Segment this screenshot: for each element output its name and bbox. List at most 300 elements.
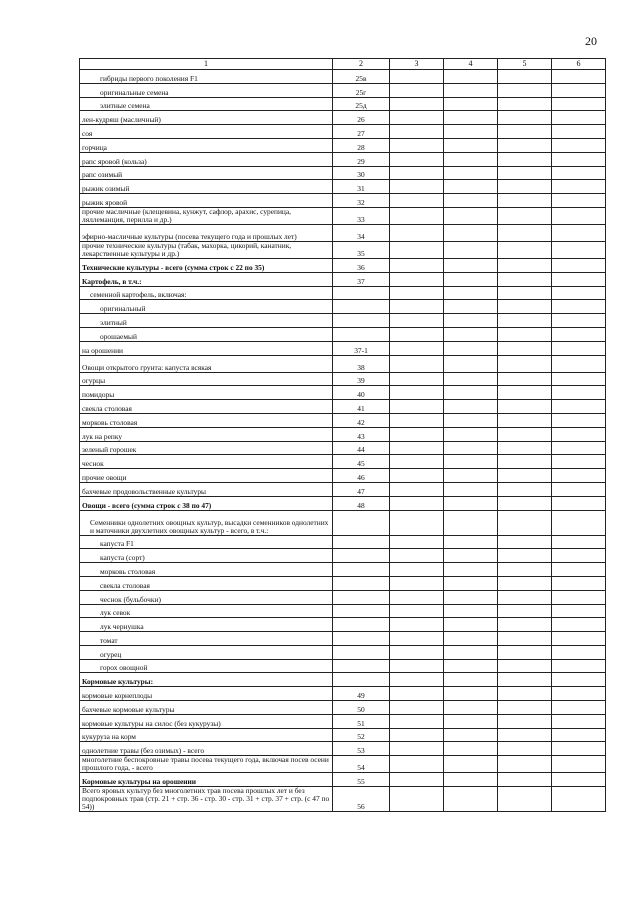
data-cell-col-4[interactable] (444, 286, 498, 300)
data-cell-col-6[interactable] (552, 327, 606, 341)
data-cell-col-5[interactable] (498, 97, 552, 111)
data-cell-col-6[interactable] (552, 482, 606, 496)
data-cell-col-3[interactable] (390, 510, 444, 535)
data-cell-col-6[interactable] (552, 673, 606, 687)
row-code: 48 (333, 496, 390, 510)
data-cell-col-6[interactable] (552, 604, 606, 618)
data-cell-col-3[interactable] (390, 314, 444, 328)
data-cell-col-4[interactable] (444, 138, 498, 152)
row-label: горчица (80, 138, 333, 152)
data-cell-col-3[interactable] (390, 701, 444, 715)
data-cell-col-4[interactable] (444, 224, 498, 241)
data-cell-col-3[interactable] (390, 563, 444, 577)
data-cell-col-3[interactable] (390, 632, 444, 646)
table-row (80, 300, 606, 314)
data-cell-col-5[interactable] (498, 258, 552, 272)
column-header-5: 5 (498, 59, 552, 70)
data-cell-col-5[interactable] (498, 756, 552, 773)
row-label: кормовые культуры на силос (без кукурузы) (80, 714, 333, 728)
data-cell-col-3[interactable] (390, 687, 444, 701)
row-code (333, 327, 390, 341)
table-row (80, 180, 606, 194)
data-cell-col-4[interactable] (444, 576, 498, 590)
data-cell-col-4[interactable] (444, 413, 498, 427)
data-cell-col-5[interactable] (498, 427, 552, 441)
data-cell-col-4[interactable] (444, 97, 498, 111)
table-row (80, 773, 606, 787)
data-cell-col-6[interactable] (552, 314, 606, 328)
row-label: оригинальные семена (80, 83, 333, 97)
row-code: 36 (333, 258, 390, 272)
data-cell-col-5[interactable] (498, 645, 552, 659)
data-cell-col-3[interactable] (390, 207, 444, 224)
data-cell-col-6[interactable] (552, 496, 606, 510)
data-cell-col-3[interactable] (390, 372, 444, 386)
data-cell-col-5[interactable] (498, 314, 552, 328)
data-cell-col-6[interactable] (552, 618, 606, 632)
row-label: кормовые корнеплоды (80, 687, 333, 701)
row-label: прочие овощи (80, 469, 333, 483)
row-code: 56 (333, 787, 390, 812)
data-cell-col-6[interactable] (552, 194, 606, 208)
data-cell-col-3[interactable] (390, 272, 444, 286)
row-code: 51 (333, 714, 390, 728)
data-cell-col-3[interactable] (390, 604, 444, 618)
data-cell-col-3[interactable] (390, 152, 444, 166)
row-label: свекла столовая (80, 576, 333, 590)
data-cell-col-3[interactable] (390, 549, 444, 563)
data-cell-col-5[interactable] (498, 482, 552, 496)
data-cell-col-4[interactable] (444, 673, 498, 687)
data-cell-col-6[interactable] (552, 300, 606, 314)
data-cell-col-6[interactable] (552, 728, 606, 742)
row-code: 53 (333, 742, 390, 756)
data-cell-col-3[interactable] (390, 180, 444, 194)
row-code: 52 (333, 728, 390, 742)
row-code: 49 (333, 687, 390, 701)
row-label: лен-кудряш (масличный) (80, 111, 333, 125)
data-cell-col-5[interactable] (498, 742, 552, 756)
data-cell-col-4[interactable] (444, 563, 498, 577)
data-cell-col-4[interactable] (444, 645, 498, 659)
data-cell-col-5[interactable] (498, 728, 552, 742)
data-cell-col-4[interactable] (444, 441, 498, 455)
table-row (80, 258, 606, 272)
data-cell-col-3[interactable] (390, 659, 444, 673)
data-cell-col-3[interactable] (390, 111, 444, 125)
table-row (80, 152, 606, 166)
data-cell-col-3[interactable] (390, 618, 444, 632)
data-cell-col-5[interactable] (498, 549, 552, 563)
row-label: огурцы (80, 372, 333, 386)
table-row (80, 314, 606, 328)
data-cell-col-5[interactable] (498, 576, 552, 590)
data-cell-col-5[interactable] (498, 714, 552, 728)
data-cell-col-4[interactable] (444, 207, 498, 224)
data-cell-col-6[interactable] (552, 224, 606, 241)
data-cell-col-6[interactable] (552, 97, 606, 111)
data-cell-col-6[interactable] (552, 510, 606, 535)
row-label: рыжик озимый (80, 180, 333, 194)
data-cell-col-4[interactable] (444, 496, 498, 510)
row-code: 35 (333, 241, 390, 258)
data-cell-col-5[interactable] (498, 535, 552, 549)
data-cell-col-3[interactable] (390, 341, 444, 355)
table-row (80, 482, 606, 496)
data-cell-col-5[interactable] (498, 687, 552, 701)
data-cell-col-5[interactable] (498, 441, 552, 455)
row-label: кукуруза на корм (80, 728, 333, 742)
data-cell-col-4[interactable] (444, 604, 498, 618)
data-cell-col-4[interactable] (444, 728, 498, 742)
data-cell-col-4[interactable] (444, 180, 498, 194)
data-cell-col-6[interactable] (552, 632, 606, 646)
data-cell-col-6[interactable] (552, 258, 606, 272)
data-cell-col-4[interactable] (444, 241, 498, 258)
data-cell-col-4[interactable] (444, 714, 498, 728)
data-cell-col-4[interactable] (444, 300, 498, 314)
row-label: рыжик яровой (80, 194, 333, 208)
data-cell-col-6[interactable] (552, 742, 606, 756)
data-cell-col-6[interactable] (552, 372, 606, 386)
row-code: 37-1 (333, 341, 390, 355)
row-code: 30 (333, 166, 390, 180)
row-code: 29 (333, 152, 390, 166)
data-cell-col-3[interactable] (390, 728, 444, 742)
row-label: семенной картофель, включая: (80, 286, 333, 300)
data-cell-col-3[interactable] (390, 482, 444, 496)
data-cell-col-3[interactable] (390, 756, 444, 773)
data-cell-col-6[interactable] (552, 207, 606, 224)
data-cell-col-3[interactable] (390, 400, 444, 414)
page-number: 20 (585, 34, 597, 48)
row-label: многолетние беспокровные травы посева текущего года, включая посев осени прошлого года, - всего (80, 756, 333, 773)
data-cell-col-6[interactable] (552, 714, 606, 728)
data-cell-col-6[interactable] (552, 241, 606, 258)
row-label: чеснок (80, 455, 333, 469)
data-cell-col-4[interactable] (444, 83, 498, 97)
data-cell-col-4[interactable] (444, 632, 498, 646)
data-cell-col-6[interactable] (552, 549, 606, 563)
data-cell-col-3[interactable] (390, 224, 444, 241)
data-cell-col-3[interactable] (390, 742, 444, 756)
row-label: прочие масличные (клещевина, кунжут, сафлор, арахис, сурепица, ляллеманция, перилла и др.) (80, 207, 333, 224)
row-label: бахчевые продовольственные культуры (80, 482, 333, 496)
row-code: 39 (333, 372, 390, 386)
data-cell-col-4[interactable] (444, 549, 498, 563)
data-cell-col-4[interactable] (444, 742, 498, 756)
data-cell-col-4[interactable] (444, 372, 498, 386)
data-cell-col-5[interactable] (498, 207, 552, 224)
data-cell-col-5[interactable] (498, 241, 552, 258)
data-cell-col-5[interactable] (498, 400, 552, 414)
data-cell-col-6[interactable] (552, 787, 606, 812)
table-row (80, 111, 606, 125)
data-cell-col-3[interactable] (390, 455, 444, 469)
table-row (80, 272, 606, 286)
data-cell-col-6[interactable] (552, 83, 606, 97)
row-code: 34 (333, 224, 390, 241)
data-cell-col-4[interactable] (444, 427, 498, 441)
data-cell-col-3[interactable] (390, 194, 444, 208)
data-cell-col-3[interactable] (390, 469, 444, 483)
column-header-1: 1 (80, 59, 333, 70)
column-header-4: 4 (444, 59, 498, 70)
data-cell-col-3[interactable] (390, 97, 444, 111)
data-cell-col-3[interactable] (390, 300, 444, 314)
table-row (80, 604, 606, 618)
data-cell-col-4[interactable] (444, 341, 498, 355)
data-cell-col-3[interactable] (390, 576, 444, 590)
column-header-6: 6 (552, 59, 606, 70)
data-cell-col-5[interactable] (498, 152, 552, 166)
data-cell-col-5[interactable] (498, 455, 552, 469)
data-cell-col-6[interactable] (552, 111, 606, 125)
data-cell-col-3[interactable] (390, 787, 444, 812)
data-cell-col-6[interactable] (552, 455, 606, 469)
data-cell-col-5[interactable] (498, 563, 552, 577)
data-cell-col-4[interactable] (444, 590, 498, 604)
data-cell-col-4[interactable] (444, 773, 498, 787)
row-code (333, 535, 390, 549)
column-number-row (80, 59, 606, 70)
data-cell-col-6[interactable] (552, 441, 606, 455)
data-cell-col-6[interactable] (552, 341, 606, 355)
data-cell-col-5[interactable] (498, 590, 552, 604)
data-cell-col-5[interactable] (498, 83, 552, 97)
data-cell-col-6[interactable] (552, 645, 606, 659)
data-cell-col-6[interactable] (552, 427, 606, 441)
data-cell-col-3[interactable] (390, 535, 444, 549)
data-cell-col-3[interactable] (390, 355, 444, 372)
table-row (80, 659, 606, 673)
data-cell-col-6[interactable] (552, 535, 606, 549)
data-cell-col-4[interactable] (444, 70, 498, 84)
data-cell-col-5[interactable] (498, 787, 552, 812)
data-cell-col-4[interactable] (444, 618, 498, 632)
data-cell-col-6[interactable] (552, 701, 606, 715)
data-cell-col-5[interactable] (498, 386, 552, 400)
data-cell-col-5[interactable] (498, 701, 552, 715)
row-label: рапс яровой (кольза) (80, 152, 333, 166)
table-row (80, 455, 606, 469)
data-cell-col-3[interactable] (390, 386, 444, 400)
data-cell-col-3[interactable] (390, 427, 444, 441)
data-cell-col-3[interactable] (390, 258, 444, 272)
data-cell-col-5[interactable] (498, 773, 552, 787)
data-cell-col-4[interactable] (444, 510, 498, 535)
data-cell-col-5[interactable] (498, 224, 552, 241)
row-label: Кормовые культуры: (80, 673, 333, 687)
data-cell-col-3[interactable] (390, 413, 444, 427)
data-cell-col-5[interactable] (498, 673, 552, 687)
data-cell-col-6[interactable] (552, 286, 606, 300)
data-cell-col-6[interactable] (552, 166, 606, 180)
data-cell-col-6[interactable] (552, 180, 606, 194)
data-cell-col-6[interactable] (552, 138, 606, 152)
data-cell-col-4[interactable] (444, 659, 498, 673)
data-cell-col-6[interactable] (552, 469, 606, 483)
table-row (80, 166, 606, 180)
table-row (80, 701, 606, 715)
data-cell-col-6[interactable] (552, 125, 606, 139)
table-row (80, 97, 606, 111)
data-cell-col-4[interactable] (444, 455, 498, 469)
data-cell-col-3[interactable] (390, 714, 444, 728)
row-label: эфирно-масличные культуры (посева текущего года и прошлых лет) (80, 224, 333, 241)
row-code: 38 (333, 355, 390, 372)
data-cell-col-4[interactable] (444, 327, 498, 341)
data-cell-col-5[interactable] (498, 372, 552, 386)
table-row (80, 590, 606, 604)
data-cell-col-3[interactable] (390, 83, 444, 97)
data-cell-col-4[interactable] (444, 482, 498, 496)
row-label: на орошении (80, 341, 333, 355)
data-cell-col-3[interactable] (390, 125, 444, 139)
table-row (80, 535, 606, 549)
row-code (333, 590, 390, 604)
data-cell-col-4[interactable] (444, 258, 498, 272)
data-cell-col-6[interactable] (552, 386, 606, 400)
data-cell-col-3[interactable] (390, 327, 444, 341)
data-cell-col-6[interactable] (552, 400, 606, 414)
row-code: 43 (333, 427, 390, 441)
data-cell-col-4[interactable] (444, 314, 498, 328)
data-cell-col-4[interactable] (444, 535, 498, 549)
data-cell-col-5[interactable] (498, 469, 552, 483)
data-cell-col-6[interactable] (552, 576, 606, 590)
data-cell-col-5[interactable] (498, 327, 552, 341)
data-cell-col-5[interactable] (498, 125, 552, 139)
data-cell-col-5[interactable] (498, 355, 552, 372)
data-cell-col-4[interactable] (444, 194, 498, 208)
data-cell-col-6[interactable] (552, 152, 606, 166)
data-cell-col-4[interactable] (444, 111, 498, 125)
data-cell-col-4[interactable] (444, 125, 498, 139)
data-cell-col-4[interactable] (444, 386, 498, 400)
data-cell-col-5[interactable] (498, 413, 552, 427)
data-cell-col-6[interactable] (552, 70, 606, 84)
data-cell-col-6[interactable] (552, 590, 606, 604)
data-cell-col-4[interactable] (444, 152, 498, 166)
data-cell-col-3[interactable] (390, 673, 444, 687)
data-cell-col-5[interactable] (498, 659, 552, 673)
data-cell-col-3[interactable] (390, 590, 444, 604)
data-cell-col-5[interactable] (498, 510, 552, 535)
data-cell-col-5[interactable] (498, 138, 552, 152)
data-cell-col-5[interactable] (498, 341, 552, 355)
data-cell-col-4[interactable] (444, 787, 498, 812)
data-cell-col-3[interactable] (390, 241, 444, 258)
table-row (80, 441, 606, 455)
data-cell-col-5[interactable] (498, 272, 552, 286)
data-cell-col-6[interactable] (552, 563, 606, 577)
data-cell-col-5[interactable] (498, 194, 552, 208)
table-row (80, 70, 606, 84)
row-code: 40 (333, 386, 390, 400)
data-cell-col-5[interactable] (498, 180, 552, 194)
data-cell-col-4[interactable] (444, 400, 498, 414)
data-cell-col-5[interactable] (498, 111, 552, 125)
table-row (80, 618, 606, 632)
data-cell-col-4[interactable] (444, 272, 498, 286)
data-cell-col-4[interactable] (444, 355, 498, 372)
table-row (80, 83, 606, 97)
row-label: Овощи открытого грунта: капуста всякая (80, 355, 333, 372)
row-label: помидоры (80, 386, 333, 400)
data-cell-col-4[interactable] (444, 469, 498, 483)
data-cell-col-6[interactable] (552, 687, 606, 701)
data-cell-col-6[interactable] (552, 756, 606, 773)
data-cell-col-3[interactable] (390, 645, 444, 659)
data-cell-col-3[interactable] (390, 441, 444, 455)
row-label: лук чернушка (80, 618, 333, 632)
table-row (80, 728, 606, 742)
data-cell-col-5[interactable] (498, 300, 552, 314)
row-label: огурец (80, 645, 333, 659)
data-cell-col-5[interactable] (498, 286, 552, 300)
row-label: горох овощной (80, 659, 333, 673)
data-cell-col-6[interactable] (552, 659, 606, 673)
row-label: морковь столовая (80, 413, 333, 427)
data-cell-col-4[interactable] (444, 166, 498, 180)
table-row (80, 787, 606, 812)
data-cell-col-4[interactable] (444, 687, 498, 701)
row-label: лук на репку (80, 427, 333, 441)
data-cell-col-5[interactable] (498, 632, 552, 646)
row-code: 50 (333, 701, 390, 715)
row-label: рапс озимый (80, 166, 333, 180)
table-row (80, 400, 606, 414)
table-row (80, 355, 606, 372)
table-row (80, 576, 606, 590)
row-code (333, 659, 390, 673)
data-cell-col-5[interactable] (498, 166, 552, 180)
data-cell-col-6[interactable] (552, 773, 606, 787)
table-row (80, 645, 606, 659)
row-code: 41 (333, 400, 390, 414)
table-row (80, 756, 606, 773)
data-cell-col-3[interactable] (390, 496, 444, 510)
data-cell-col-5[interactable] (498, 496, 552, 510)
data-cell-col-6[interactable] (552, 272, 606, 286)
row-code (333, 645, 390, 659)
data-cell-col-3[interactable] (390, 166, 444, 180)
table-row (80, 714, 606, 728)
data-cell-col-6[interactable] (552, 355, 606, 372)
data-cell-col-5[interactable] (498, 70, 552, 84)
row-code: 54 (333, 756, 390, 773)
table-row (80, 673, 606, 687)
data-cell-col-5[interactable] (498, 618, 552, 632)
data-cell-col-3[interactable] (390, 773, 444, 787)
data-cell-col-5[interactable] (498, 604, 552, 618)
data-cell-col-3[interactable] (390, 138, 444, 152)
table-row (80, 742, 606, 756)
data-cell-col-3[interactable] (390, 70, 444, 84)
row-label: элитные семена (80, 97, 333, 111)
data-cell-col-3[interactable] (390, 286, 444, 300)
row-code: 55 (333, 773, 390, 787)
row-label: капуста (сорт) (80, 549, 333, 563)
data-cell-col-6[interactable] (552, 413, 606, 427)
row-code (333, 604, 390, 618)
data-cell-col-4[interactable] (444, 701, 498, 715)
table-row (80, 427, 606, 441)
data-cell-col-4[interactable] (444, 756, 498, 773)
table-row (80, 549, 606, 563)
row-code: 32 (333, 194, 390, 208)
